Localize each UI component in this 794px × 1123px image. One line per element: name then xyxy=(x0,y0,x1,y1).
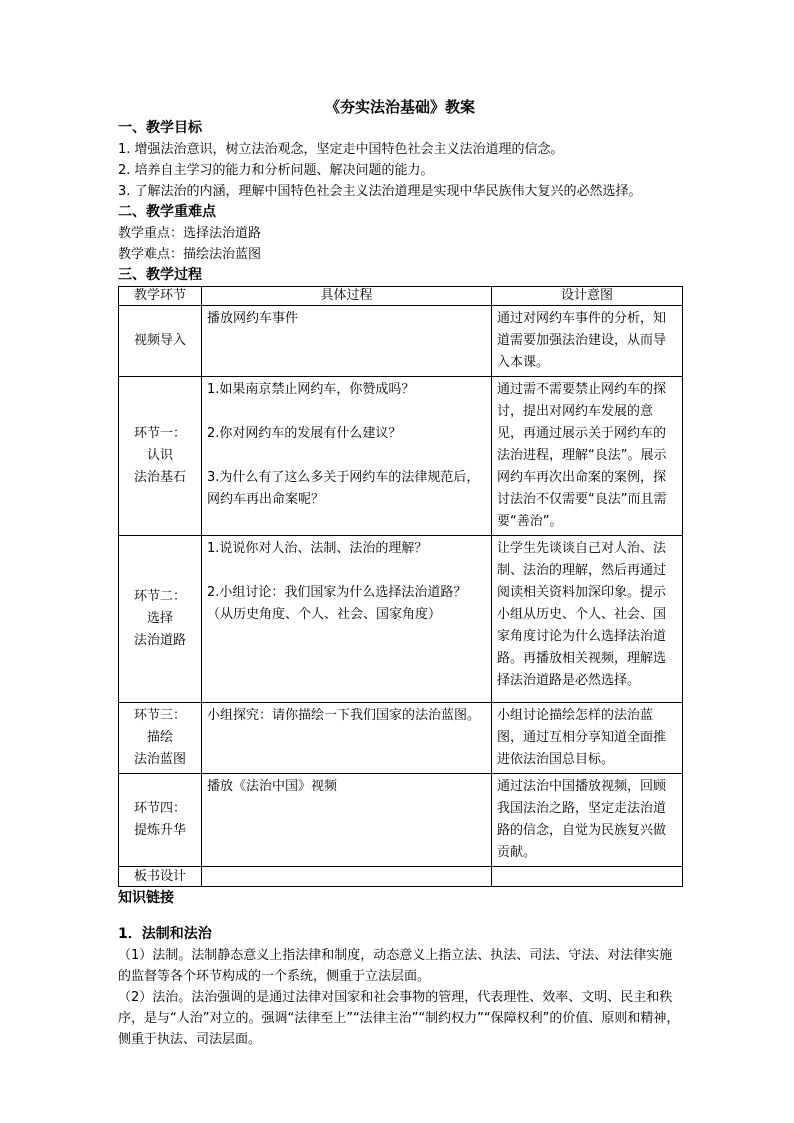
intent-cell: 让学生先谈谈自己对人治、法制、法治的理解，然后再通过阅读相关资料加深印象。提示小组从历史、个人、社会、国家角度讨论为什么选择法治道路。再播放相关视频，理解选择法治道路是必然选择。 xyxy=(492,536,683,703)
process-cell xyxy=(202,867,492,887)
table-row xyxy=(119,377,683,536)
header-process: 具体过程 xyxy=(202,287,492,306)
stage-cell: 视频导入 xyxy=(119,306,202,377)
intent-cell: 通过法治中国播放视频，回顾我国法治之路，坚定走法治道路的信念，自觉为民族复兴做贡献。 xyxy=(492,774,683,867)
stage-cell: 环节三： 描绘 法治蓝图 xyxy=(119,703,202,774)
header-stage: 教学环节 xyxy=(119,287,202,306)
knowledge-heading: 知识链接 xyxy=(118,890,174,906)
section1-heading: 一、教学目标 xyxy=(118,120,202,136)
process-cell: 1.说说你对人治、法制、法治的理解？ 2.小组讨论：我们国家为什么选择法治道路？（从历史角度、个人、社会、国家角度） xyxy=(202,536,492,703)
table-row xyxy=(119,703,683,774)
stage-cell: 环节二： 选择 法治道路 xyxy=(119,536,202,703)
knowledge-paragraph-2: （2）法治。法治强调的是通过法律对国家和社会事物的管理，代表理性、效率、文明、民主和秩序，是与“人治”对立的。强调“法律至上”“法律主治”“制约权力”“保障权利”的价值、原则和精神，侧重于执法、司法层面。 xyxy=(118,990,680,1047)
page-title: 《夯实法治基础》教案 xyxy=(324,98,475,116)
process-cell: 小组探究：请你描绘一下我们国家的法治蓝图。 xyxy=(202,703,492,774)
table-row xyxy=(119,306,683,377)
knowledge-section xyxy=(118,887,682,1050)
stage-cell: 环节一： 认识 法治基石 xyxy=(119,377,202,536)
lesson-plan-page xyxy=(118,96,682,1050)
goal-item-1: 1. 增强法治意识，树立法治观念，坚定走中国特色社会主义法治道理的信念。 xyxy=(118,142,564,157)
key-point: 教学重点：选择法治道路 xyxy=(118,226,262,241)
goal-item-3: 3. 了解法治的内涵，理解中国特色社会主义法治道理是实现中华民族伟大复兴的必然选择。 xyxy=(118,184,642,199)
process-cell: 1.如果南京禁止网约车，你赞成吗？ 2.你对网约车的发展有什么建议？ 3.为什么有了这么多关于网约车的法律规范后，网约车再出命案呢？ xyxy=(202,377,492,536)
section3-heading: 三、教学过程 xyxy=(118,267,202,283)
process-table xyxy=(118,286,683,887)
knowledge-subheading: 1．法制和法治 xyxy=(118,926,212,942)
table-row xyxy=(119,774,683,867)
intent-cell: 通过对网约车事件的分析，知道需要加强法治建设，从而导入本课。 xyxy=(492,306,683,377)
header-intent: 设计意图 xyxy=(492,287,683,306)
intent-cell xyxy=(492,867,683,887)
process-cell: 播放网约车事件 xyxy=(202,306,492,377)
goal-item-2: 2. 培养自主学习的能力和分析问题、解决问题的能力。 xyxy=(118,163,434,178)
table-row xyxy=(119,867,683,887)
stage-cell: 板书设计 xyxy=(119,867,202,887)
intent-cell: 通过需不需要禁止网约车的探讨，提出对网约车发展的意见，再通过展示关于网约车的法治进程，理解“良法”。展示网约车再次出命案的案例，探讨法治不仅需要“良法”而且需要“善治”。 xyxy=(492,377,683,536)
intent-cell: 小组讨论描绘怎样的法治蓝图，通过互相分享知道全面推进依法治国总目标。 xyxy=(492,703,683,774)
process-cell: 播放《法治中国》视频 xyxy=(202,774,492,867)
stage-cell: 环节四： 提炼升华 xyxy=(119,774,202,867)
table-row xyxy=(119,536,683,703)
section2-heading: 二、教学重难点 xyxy=(118,204,216,220)
table-header-row xyxy=(119,287,683,306)
difficulty-point: 教学难点：描绘法治蓝图 xyxy=(118,247,262,262)
knowledge-paragraph-1: （1）法制。法制静态意义上指法律和制度，动态意义上指立法、执法、司法、守法、对法律实施的监督等各个环节构成的一个系统，侧重于立法层面。 xyxy=(118,948,673,984)
